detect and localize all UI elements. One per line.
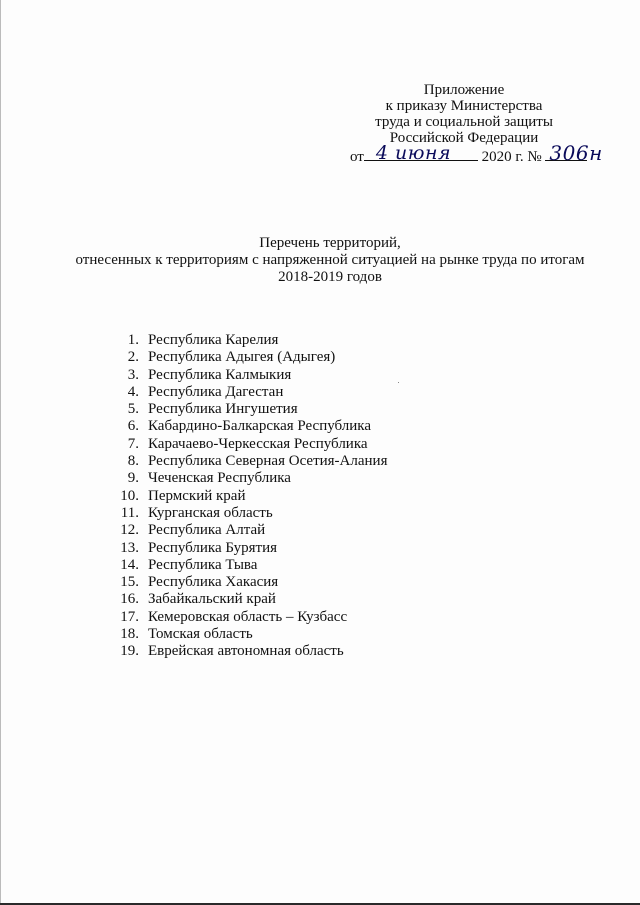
item-number: 1. [127, 332, 139, 348]
item-number: 5. [127, 401, 139, 418]
item-name: Республика Адыгея (Адыгея) [148, 349, 336, 366]
item-number: 9. [127, 470, 139, 487]
item-number: 8. [127, 453, 139, 470]
item-name: Республика Ингушетия [148, 401, 298, 418]
item-number: 11. [120, 504, 139, 521]
item-name: Республика Хакасия [148, 574, 279, 591]
item-number: 16. [120, 591, 139, 608]
item-name: Республика Алтай [148, 522, 266, 539]
item-number: 4. [127, 383, 139, 400]
item-name: Забайкальский край [148, 591, 276, 608]
item-name: Еврейская автономная область [148, 643, 344, 660]
handwritten-number: 306н [549, 141, 603, 165]
item-name: Республика Тыва [148, 556, 258, 573]
date-field [364, 142, 478, 164]
order-reference [350, 141, 603, 165]
item-number: 19. [120, 643, 139, 660]
item-number: 18. [120, 626, 139, 643]
appendix-line: Российской Федерации [389, 130, 539, 146]
title-line: Перечень территорий, [259, 235, 401, 251]
item-number: 15. [120, 574, 139, 591]
number-field [545, 141, 603, 165]
item-name: Республика Северная Осетия-Алания [148, 453, 388, 470]
item-name: Республика Бурятия [148, 539, 278, 556]
item-number: 17. [120, 608, 139, 625]
item-number: 6. [127, 418, 139, 435]
item-name: Томская область [148, 626, 253, 643]
item-number: 7. [127, 435, 139, 452]
appendix-header [350, 82, 578, 146]
item-name: Курганская область [148, 504, 273, 521]
item-name: Чеченская Республика [148, 470, 291, 487]
document-title [60, 235, 600, 286]
item-name: Республика Дагестан [148, 383, 284, 400]
year-number-label: 2020 г. № [481, 149, 542, 165]
from-label: от [350, 149, 364, 165]
item-name: Пермский край [148, 487, 246, 504]
item-number: 13. [120, 539, 139, 556]
item-name: Кемеровская область – Кузбасс [148, 608, 348, 625]
item-name: Республика Калмыкия [148, 366, 292, 383]
scan-speck [398, 382, 399, 383]
item-number: 12. [120, 522, 139, 539]
item-name: Карачаево-Черкесская Республика [148, 435, 368, 452]
appendix-line: к приказу Министерства [385, 98, 543, 114]
item-number: 2. [127, 349, 139, 366]
appendix-line: Приложение [423, 82, 505, 98]
item-name: Республика Карелия [148, 332, 279, 348]
scan-edge [0, 0, 1, 905]
item-number: 14. [120, 556, 139, 573]
item-number: 3. [127, 366, 139, 383]
title-line: 2018-2019 годов [278, 269, 382, 285]
item-name: Кабардино-Балкарская Республика [148, 418, 372, 435]
handwritten-date: 4 июня [375, 142, 452, 164]
item-number: 10. [120, 487, 139, 504]
appendix-line: труда и социальной защиты [375, 114, 553, 130]
title-line: отнесенных к территориям с напряженной ситуацией на рынке труда по итогам [75, 252, 585, 268]
